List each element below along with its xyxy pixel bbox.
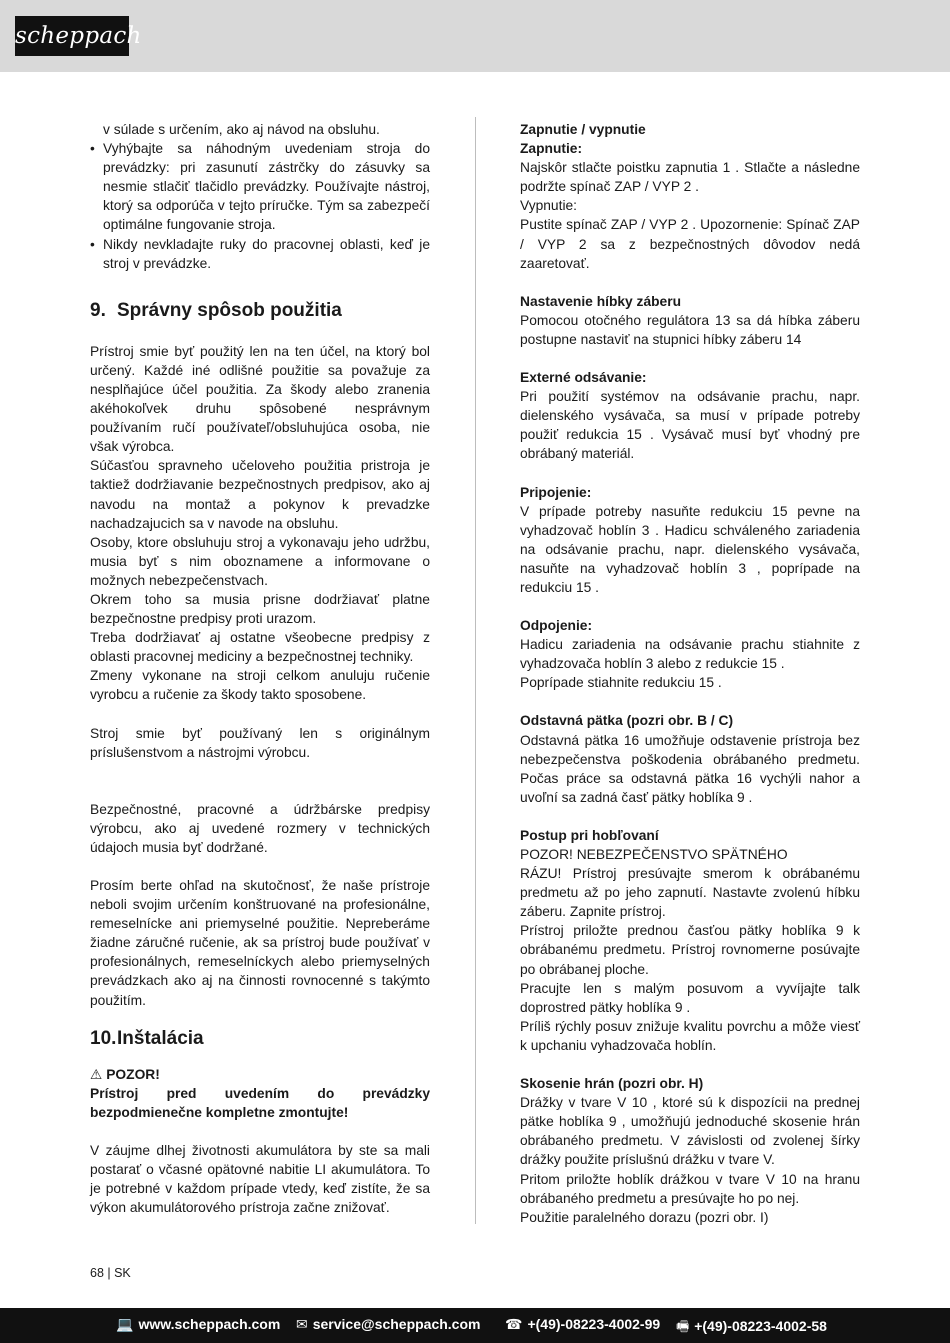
subheading: Odpojenie: (520, 618, 593, 634)
left-column (90, 120, 430, 1217)
right-column (520, 120, 860, 1227)
phone-icon: ☎ (505, 1316, 523, 1332)
phone-number: +(49)-08223-4002-99 (527, 1316, 661, 1332)
subheading: Skosenie hrán (pozri obr. H) (520, 1076, 704, 1092)
paragraph: Najskôr stlačte poistku zapnutia 1 . Stlačte a následne podržte spínač ZAP / VYP 2 . (520, 160, 860, 195)
paragraph: Treba dodržiavať aj ostatne všeobecne predpisy z oblasti pracovnej mediciny a bezpečnostnej techniky. (90, 630, 430, 665)
fax-number: +(49)-08223-4002-58 (694, 1318, 827, 1334)
warning-icon: ⚠ (90, 1066, 103, 1082)
paragraph: RÁZU! Prístroj presúvajte smerom k obrábanému predmetu až po jeho zapnutí. Nastavte zvolenú híbku záberu. Zapnite prístroj. (520, 866, 860, 920)
section-number: 10. (90, 1027, 117, 1049)
email-link[interactable]: service@scheppach.com (312, 1316, 481, 1332)
paragraph: Zmeny vykonane na stroji celkom anuluju ručenie vyrobcu a ručenie za škody takto sposobene. (90, 668, 430, 703)
paragraph: Stroj smie byť používaný len s originálnym príslušenstvom a nástrojmi výrobcu. (90, 725, 430, 760)
paragraph: Pri použití systémov na odsávanie prachu, napr. dielenského vysávača, sa musí v prípade potreby použiť redukcia 15 . Vysávač musí byť vhodný pre obrábaný materiál. (520, 389, 860, 462)
section-10-heading (90, 1027, 430, 1051)
subheading: Zapnutie / vypnutie (520, 122, 646, 137)
paragraph: Pritom priložte hoblík drážkou v tvare V 10 na hranu obrábaného predmetu a presúvajte ho po nej. (520, 1171, 860, 1206)
subheading: Nastavenie híbky záberu (520, 293, 682, 309)
section-title: Inštalácia (117, 1027, 204, 1049)
bullet-item: • Nikdy nevkladajte ruky do pracovnej oblasti, keď je stroj v prevádzke. (90, 235, 430, 273)
section-number: 9. (90, 299, 106, 321)
paragraph: Vypnutie: (520, 198, 578, 214)
computer-icon: 💻 (116, 1316, 134, 1332)
paragraph: POZOR! NEBEZPEČENSTVO SPÄTNÉHO (520, 847, 788, 862)
bullet-item: • Vyhýbajte sa náhodným uvedeniam stroja do prevádzky: pri zasunutí zástrčky do zásuvky sa nesmie stlačiť tlačidlo prevádzky. Používajte nástroj, ktorý sa odporúča v tejto príručke. Tým sa zabezpečí optimálne fungovanie stroja. (90, 139, 430, 234)
subheading: Postup pri hobľovaní (520, 827, 659, 843)
envelope-icon: ✉ (296, 1316, 308, 1332)
column-divider (475, 117, 476, 1224)
paragraph: Pracujte len s malým posuvom a vyvíjajte talk doprostred pätky hoblíka 9 . (520, 980, 860, 1015)
warning-text: Prístroj pred uvedením do prevádzky bezpodmienečne kompletne zmontujte! (90, 1085, 430, 1120)
paragraph: Hadicu zariadenia na odsávanie prachu stiahnite z vyhadzovača hoblín 3 alebo z redukcie 15 . (520, 637, 860, 672)
paragraph: V záujme dlhej životnosti akumulátora by ste sa mali postarať o včasné opätovné nabitie LI akumulátora. To je potrebné v každom prípade vtedy, keď zistíte, že sa výkon akumulátorového prístroja začne znižovať. (90, 1142, 430, 1216)
page-number: 68 | SK (90, 1266, 131, 1280)
page-footer (0, 1308, 950, 1343)
paragraph: Prosím berte ohľad na skutočnosť, že naše prístroje neboli svojim určením konštruované na profesionálne, remeselnícke ani priemyselné použitie. Nepreberáme žiadne záručné ručenie, ak sa prístroj bude používať v profesionálnych, remeselníckych alebo priemyselných prevádzkach ako aj na činnosti rovnocenné s takýmto použitím. (90, 878, 430, 1008)
paragraph: Odstavná pätka 16 umožňuje odstavenie prístroja bez nebezpečenstva poškodenia obrábaného predmetu. Počas práce sa odstavná pätka 16 vychýli nahor a uvoľní sa zadná časť pätky hoblíka 9 . (520, 732, 860, 805)
footer-email[interactable] (296, 1316, 480, 1333)
paragraph: Použitie paralelného dorazu (pozri obr. I) (520, 1209, 769, 1225)
warning-label: POZOR! (106, 1066, 160, 1082)
subheading: Zapnutie: (520, 141, 583, 157)
subheading: Pripojenie: (520, 484, 592, 500)
warning-line (90, 1065, 430, 1084)
paragraph: Príliš rýchly posuv znižuje kvalitu povrchu a môže viesť k upchaniu vyhadzovača hoblín. (520, 1018, 860, 1053)
section-title: Správny spôsob použitia (117, 299, 342, 321)
page-header (0, 0, 950, 72)
paragraph: Prístroj smie byť použitý len na ten účel, na ktorý bol určený. Každé iné odlišné použitie sa považuje za nesplňajúce účel použitia. Za škody alebo zranenia akéhokoľvek druhu spôsobené nesprávnym používaním ručí používateľ/obsluhujúca osoba, nie však výrobca. (90, 343, 430, 455)
paragraph: V prípade potreby nasuňte redukciu 15 pevne na vyhadzovač hoblín 3 . Hadicu schváleného zariadenia na odsávanie prachu, napr. dielenského vysávača, nasuňte na vyhadzovač hoblín 3 , poprípade na redukciu 15 . (520, 503, 860, 595)
subheading: Externé odsávanie: (520, 370, 647, 386)
subheading: Odstavná pätka (pozri obr. B / C) (520, 713, 734, 729)
paragraph: Okrem toho sa musia prisne dodržiavať platne bezpečnostne predpisy proti urazom. (90, 591, 430, 627)
paragraph: Osoby, ktore obsluhuju stroj a vykonavaju jeho udržbu, musia byť s nim oboznamene a informovane o možnych nebezpečenstvach. (90, 534, 430, 588)
website-link[interactable]: www.scheppach.com (138, 1316, 281, 1332)
paragraph: Bezpečnostné, pracovné a údržbárske predpisy výrobcu, ako aj uvedené rozmery v technických údajoch musia byť dodržané. (90, 801, 430, 855)
paragraph: Poprípade stiahnite redukciu 15 . (520, 675, 722, 691)
footer-website[interactable] (116, 1316, 280, 1333)
paragraph: Súčasťou spravneho učeloveho použitia pristroja je taktiež dodržiavanie bezpečnostnych predpisov, ako aj navodu na montaž a pokynov k prevadzke nachadzajucich sa v navode na obsluhu. (90, 458, 430, 531)
footer-phone (505, 1316, 660, 1333)
paragraph: Pomocou otočného regulátora 13 sa dá híbka záberu postupne nastaviť na stupnici híbky záberu 14 (520, 312, 860, 347)
section-9-heading (90, 299, 430, 323)
safety-bullet-list (90, 139, 430, 273)
intro-line: v súlade s určením, ako aj návod na obsluhu. (103, 122, 380, 137)
paragraph: Prístroj priložte prednou časťou pätky hoblíka 9 k obrábanému predmetu. Prístroj rovnomerne posúvajte po obrábanej ploche. (520, 923, 860, 977)
footer-fax (676, 1316, 827, 1340)
paragraph: Pustite spínač ZAP / VYP 2 . Upozornenie: Spínač ZAP / VYP 2 sa z bezpečnostných dôvodov nedá zaaretovať. (520, 217, 860, 271)
scheppach-logo: scheppach (15, 16, 129, 56)
paragraph: Drážky v tvare V 10 , ktoré sú k dispozícii na prednej pätke hoblíka 9 , umožňujú jednoduché skosenie hrán obrábaného predmetu. V závislosti od zvolenej šírky drážky použite príslušnú drážku v tvare V. (520, 1095, 860, 1168)
fax-icon: 🖷 (676, 1318, 690, 1334)
